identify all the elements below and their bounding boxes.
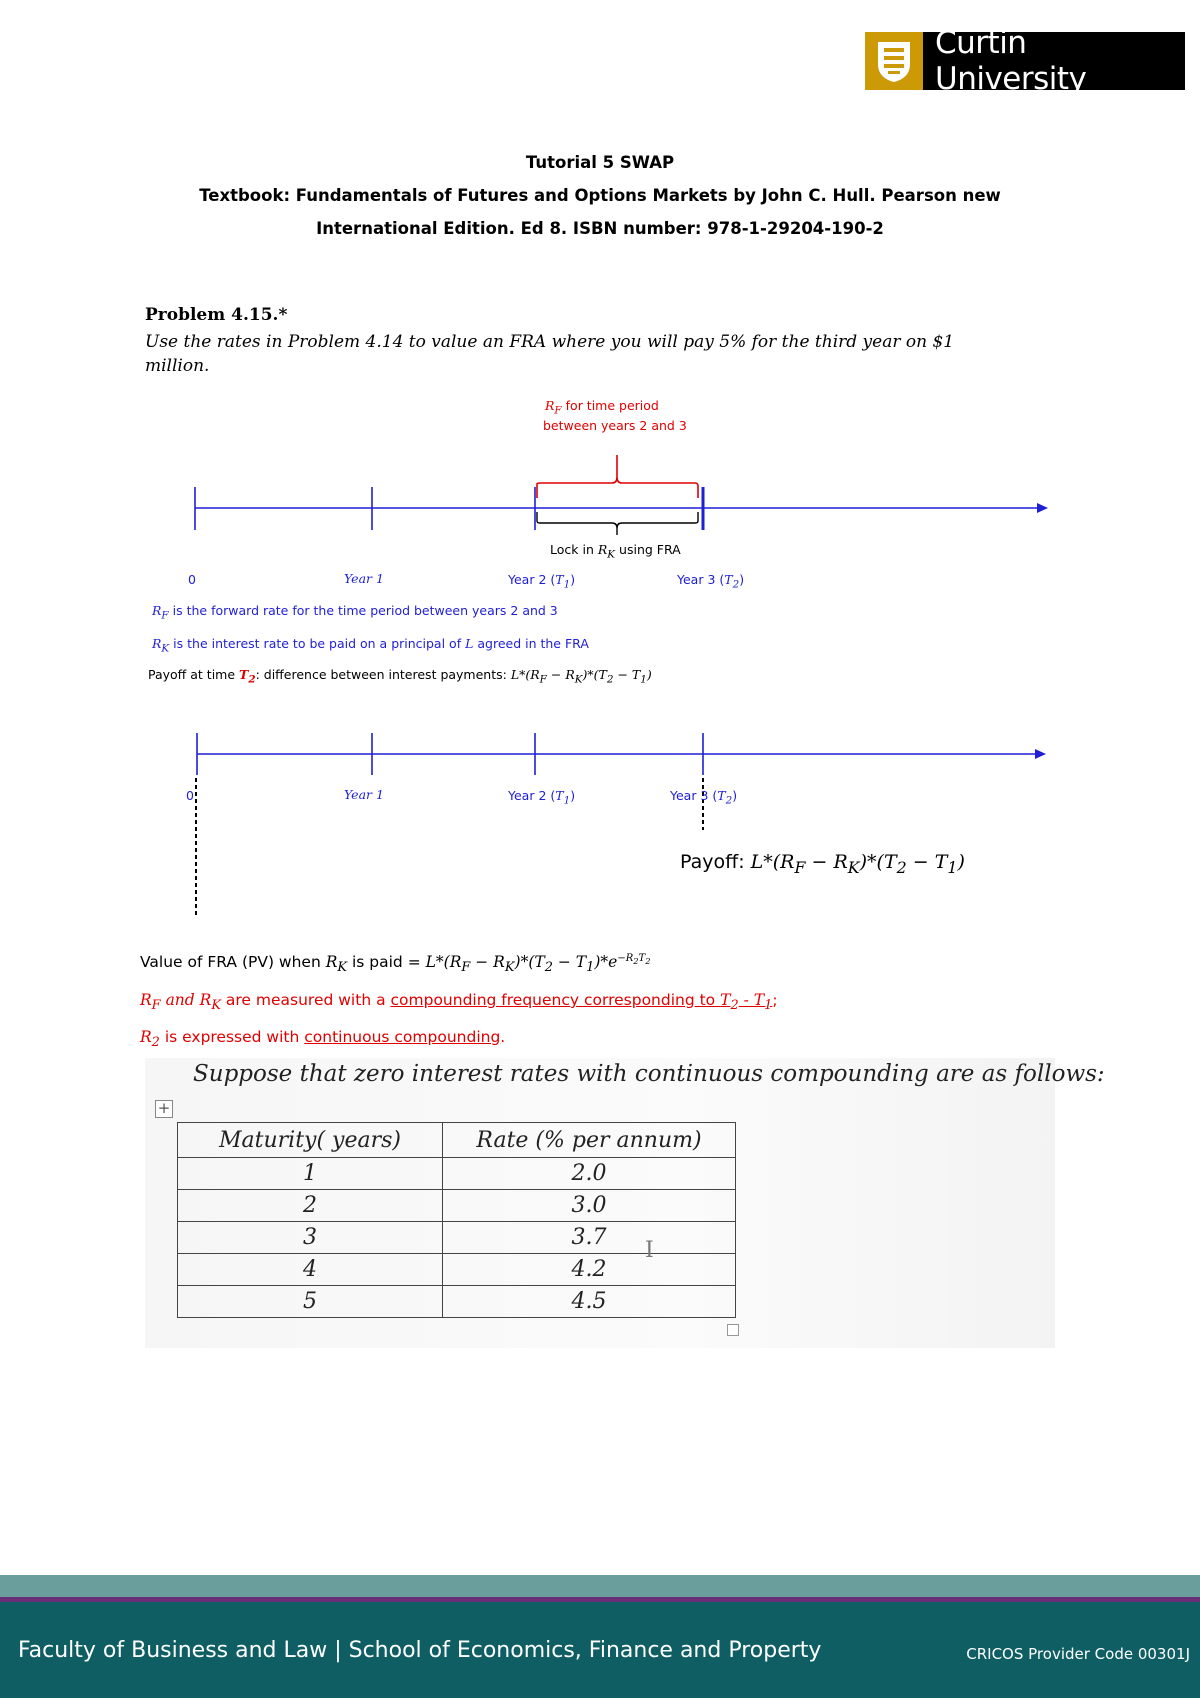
t2-tick-3-text: Year 3 ( bbox=[670, 788, 718, 803]
header-maturity: Maturity( years) bbox=[178, 1123, 443, 1158]
value-of-fra-line bbox=[140, 953, 651, 975]
footer-cricos: CRICOS Provider Code 00301J bbox=[966, 1645, 1190, 1663]
t2-minus-t1: $T_2 - T_1$ bbox=[720, 991, 773, 1014]
maturity-cell: 2 bbox=[178, 1190, 443, 1222]
t1-tick-2: Year 2 $(T_1)$ bbox=[508, 572, 576, 591]
header-rate: Rate (% per annum) bbox=[443, 1123, 736, 1158]
problem-text: Use the rates in Problem 4.14 to value an FRA where you will pay 5% for the third year on $1 million. bbox=[145, 332, 955, 376]
maturity-cell: 5 bbox=[178, 1286, 443, 1318]
l-symbol: L bbox=[465, 636, 474, 651]
lock-post: using FRA bbox=[615, 542, 681, 557]
t1-tick-3: Year 3 $(T_2)$ bbox=[677, 572, 745, 591]
continuous-line: $R_2$ is expressed with continuous compounding. bbox=[140, 1028, 506, 1051]
rk-symbol-value: $R_K$ bbox=[325, 953, 348, 976]
footer-stripe bbox=[0, 1597, 1200, 1602]
t2-t2-symbol: $T_2$ bbox=[717, 788, 733, 807]
rate-cell: 3.7 bbox=[443, 1222, 736, 1254]
table-row bbox=[178, 1158, 736, 1190]
payoff-pre: Payoff at time bbox=[148, 667, 240, 682]
lock-pre: Lock in bbox=[550, 542, 598, 557]
payoff-label: Payoff: bbox=[680, 851, 751, 873]
heading-line-1: Tutorial 5 SWAP bbox=[525, 153, 675, 172]
rate-cell: 2.0 bbox=[443, 1158, 736, 1190]
expressed-pre: is expressed with bbox=[159, 1028, 305, 1046]
rk-symbol: $R_K$ bbox=[597, 542, 616, 561]
problem-title: Problem 4.15.* bbox=[145, 305, 288, 325]
maturity-cell: 3 bbox=[178, 1222, 443, 1254]
rf-brace-label-2: between years 2 and 3 bbox=[543, 418, 687, 433]
rk-def-post: agreed in the FRA bbox=[473, 636, 589, 651]
t2-tick-0: 0 bbox=[186, 788, 194, 803]
rate-cell: 4.2 bbox=[443, 1254, 736, 1286]
table-resize-handle-icon[interactable] bbox=[727, 1324, 739, 1336]
rf-def-text: is the forward rate for the time period between years 2 and 3 bbox=[168, 603, 558, 618]
expressed-underlined: continuous compounding bbox=[304, 1028, 501, 1046]
footer-top-band bbox=[0, 1575, 1200, 1597]
value-mid: is paid = bbox=[347, 953, 426, 972]
maturity-cell: 4 bbox=[178, 1254, 443, 1286]
t2-tick-3: Year 3 $(T_2)$ bbox=[670, 788, 738, 807]
compounding-line: $R_F$ and $R_K$ are measured with a compounding frequency corresponding to $T_2 - T_1$; bbox=[140, 991, 778, 1014]
rate-cell: 4.5 bbox=[443, 1286, 736, 1318]
rk-symbol-def: $R_K$ bbox=[152, 636, 170, 655]
rk-symbol-comp: $R_K$ bbox=[199, 991, 221, 1014]
r2-symbol: $R_2$ bbox=[140, 1028, 160, 1051]
t1-symbol: $T_1$ bbox=[555, 572, 571, 591]
rf-symbol: $R_F$ bbox=[545, 398, 562, 417]
rf-brace-text-1: for time period bbox=[565, 398, 659, 413]
measured-pre: are measured with a bbox=[220, 991, 391, 1009]
footer-faculty: Faculty of Business and Law | School of Economics, Finance and Property bbox=[18, 1638, 822, 1663]
and-word: and bbox=[160, 991, 200, 1009]
rates-table-panel bbox=[145, 1058, 1105, 1348]
t2-tick-1: Year 1 bbox=[344, 787, 384, 802]
rf-symbol-comp: $R_F$ bbox=[140, 991, 161, 1014]
logo-wordmark: Curtin University bbox=[923, 32, 1185, 90]
payoff-mid: : difference between interest payments: bbox=[255, 667, 511, 682]
t2-tick-2-text: Year 2 ( bbox=[508, 788, 556, 803]
payoff-expression: $L*(R_F - R_K)*(T_2 - T_1)$ bbox=[750, 851, 965, 877]
measured-ul-text: compounding frequency corresponding to bbox=[390, 991, 721, 1009]
table-header-row bbox=[178, 1123, 736, 1158]
table-move-handle-icon[interactable]: + bbox=[155, 1100, 173, 1118]
table-caption: Suppose that zero interest rates with continuous compounding are as follows: bbox=[193, 1061, 1105, 1087]
rates-table bbox=[177, 1122, 736, 1318]
t2-tick-2: Year 2 $(T_1)$ bbox=[508, 788, 576, 807]
payoff-formula: $L*(R_F - R_K)*(T_2 - T_1)$ bbox=[510, 667, 652, 686]
t2-symbol: $T_2$ bbox=[724, 572, 740, 591]
rk-def-pre: is the interest rate to be paid on a principal of bbox=[169, 636, 466, 651]
t1-tick-2-text: Year 2 ( bbox=[508, 572, 556, 587]
rf-symbol-def: $R_F$ bbox=[152, 603, 169, 622]
rate-cell: 3.0 bbox=[443, 1190, 736, 1222]
t1-tick-1: Year 1 bbox=[344, 571, 384, 586]
table-row bbox=[178, 1286, 736, 1318]
maturity-cell: 1 bbox=[178, 1158, 443, 1190]
t2-symbol-red: $T_2$ bbox=[239, 667, 256, 686]
t1-tick-3-text: Year 3 ( bbox=[677, 572, 725, 587]
t2-t1-symbol: $T_1$ bbox=[555, 788, 571, 807]
value-pre: Value of FRA (PV) when bbox=[140, 953, 326, 972]
heading-line-3: International Edition. Ed 8. ISBN number: 978-1-29204-190-2 bbox=[316, 219, 884, 238]
pv-formula: $L*(R_F - R_K)*(T_2 - T_1)*e^{-R_2T_2}$ bbox=[425, 953, 651, 976]
text-cursor-icon: Ι bbox=[645, 1238, 654, 1263]
t1-tick-0: 0 bbox=[188, 572, 196, 587]
heading-line-2: Textbook: Fundamentals of Futures and Options Markets by John C. Hull. Pearson new bbox=[199, 186, 1001, 205]
payoff-formula-large bbox=[680, 851, 965, 877]
table-row bbox=[178, 1190, 736, 1222]
